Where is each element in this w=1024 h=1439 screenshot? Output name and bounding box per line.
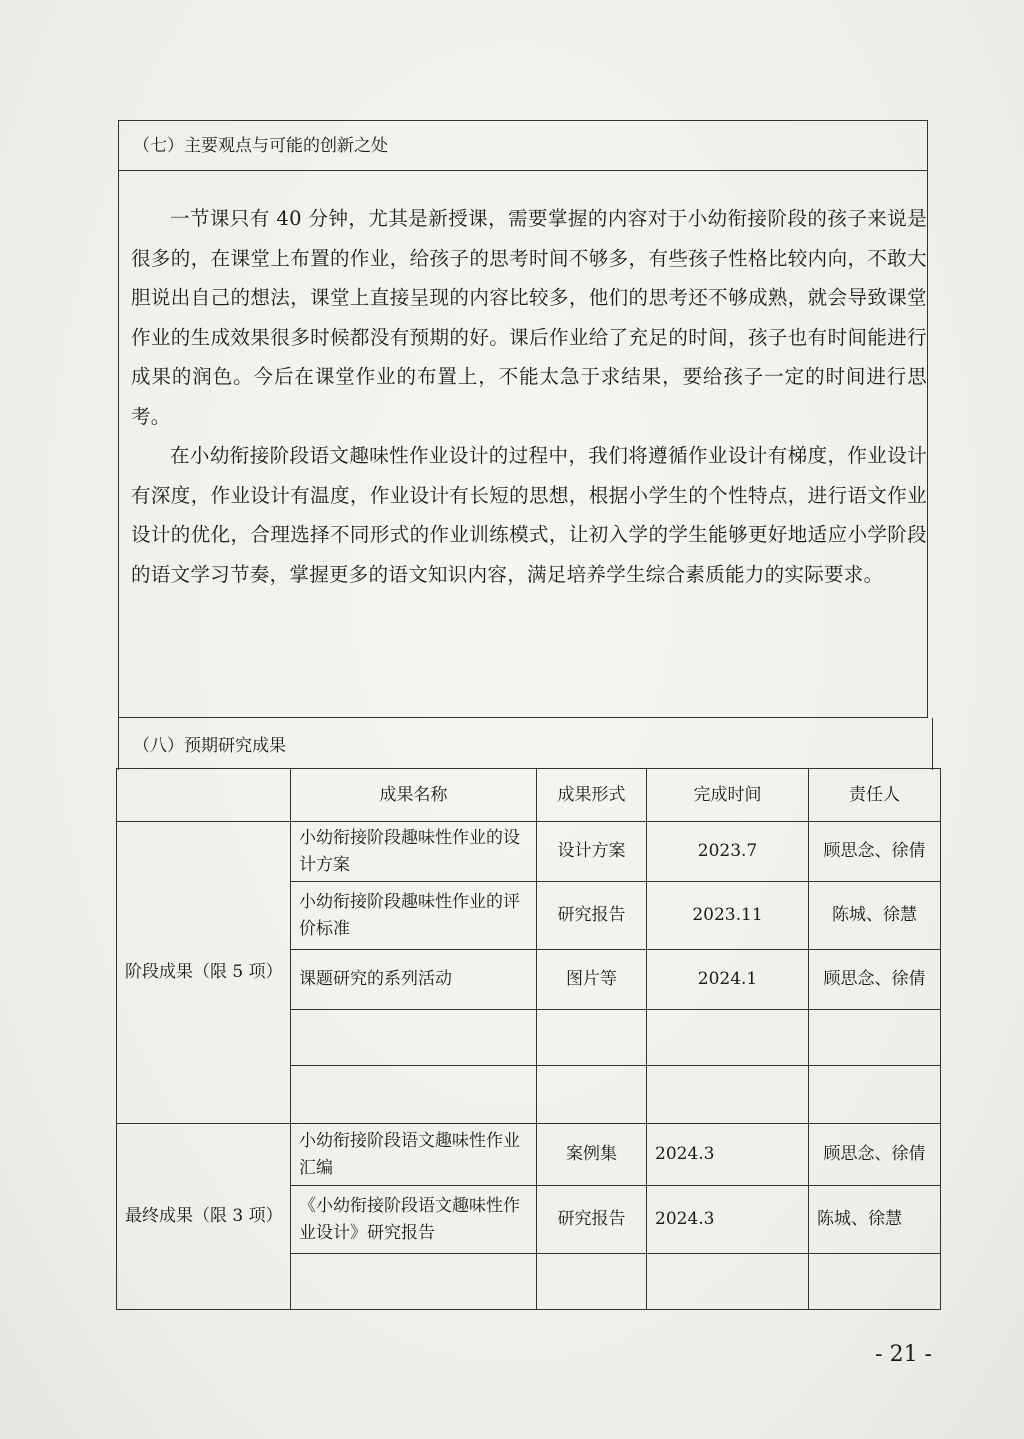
row-time: 2024.3: [647, 1124, 809, 1186]
row-person: 陈城、徐慧: [809, 882, 941, 950]
row-person: 顾思念、徐倩: [809, 950, 941, 1010]
empty-cell: [809, 1066, 941, 1124]
table-row: [117, 1124, 941, 1186]
table-row: [117, 822, 941, 882]
empty-cell: [647, 1066, 809, 1124]
empty-cell: [537, 1254, 647, 1310]
empty-cell: [537, 1010, 647, 1066]
row-name: 小幼衔接阶段趣味性作业的评价标准: [291, 882, 537, 950]
row-name: 小幼衔接阶段趣味性作业的设计方案: [291, 822, 537, 882]
row-name: 课题研究的系列活动: [291, 950, 537, 1010]
final-results-label: 最终成果（限 3 项）: [117, 1124, 291, 1310]
empty-cell: [291, 1066, 537, 1124]
row-person: 顾思念、徐倩: [809, 1124, 941, 1186]
empty-cell: [809, 1254, 941, 1310]
table-header-empty: [117, 769, 291, 822]
row-form: 图片等: [537, 950, 647, 1010]
row-form: 研究报告: [537, 1186, 647, 1254]
page-number: - 21 -: [875, 1342, 932, 1367]
empty-cell: [647, 1254, 809, 1310]
section-main-views-title: （七）主要观点与可能的创新之处: [119, 121, 927, 171]
row-time: 2023.7: [647, 822, 809, 882]
row-form: 设计方案: [537, 822, 647, 882]
row-form: 研究报告: [537, 882, 647, 950]
header-name: 成果名称: [291, 769, 537, 822]
row-time: 2024.3: [647, 1186, 809, 1254]
stage-results-label: 阶段成果（限 5 项）: [117, 822, 291, 1124]
empty-cell: [809, 1010, 941, 1066]
row-person: 顾思念、徐倩: [809, 822, 941, 882]
empty-cell: [291, 1254, 537, 1310]
section-main-views-body: [119, 171, 927, 594]
row-form: 案例集: [537, 1124, 647, 1186]
section-expected-results-title: （八）预期研究成果: [118, 718, 933, 770]
empty-cell: [537, 1066, 647, 1124]
empty-cell: [647, 1010, 809, 1066]
row-time: 2023.11: [647, 882, 809, 950]
results-table: [116, 768, 941, 1310]
row-time: 2024.1: [647, 950, 809, 1010]
table-header-row: [117, 769, 941, 822]
header-person: 责任人: [809, 769, 941, 822]
section-main-views: [118, 120, 928, 718]
header-form: 成果形式: [537, 769, 647, 822]
paragraph-2: 在小幼衔接阶段语文趣味性作业设计的过程中，我们将遵循作业设计有梯度，作业设计有深度，作业设计有温度，作业设计有长短的思想，根据小学生的个性特点，进行语文作业设计的优化，合理选择不同形式的作业训练模式，让初入学的学生能够更好地适应小学阶段的语文学习节奏，掌握更多的语文知识内容，满足培养学生综合素质能力的实际要求。: [131, 444, 927, 586]
row-name: 《小幼衔接阶段语文趣味性作业设计》研究报告: [291, 1186, 537, 1254]
empty-cell: [291, 1010, 537, 1066]
row-name: 小幼衔接阶段语文趣味性作业汇编: [291, 1124, 537, 1186]
paragraph-1: 一节课只有 40 分钟，尤其是新授课，需要掌握的内容对于小幼衔接阶段的孩子来说是很多的，在课堂上布置的作业，给孩子的思考时间不够多，有些孩子性格比较内向，不敢大胆说出自己的想法，课堂上直接呈现的内容比较多，他们的思考还不够成熟，就会导致课堂作业的生成效果很多时候都没有预期的好。课后作业给了充足的时间，孩子也有时间能进行成果的润色。今后在课堂作业的布置上，不能太急于求结果，要给孩子一定的时间进行思考。: [131, 207, 927, 428]
header-time: 完成时间: [647, 769, 809, 822]
row-person: 陈城、徐慧: [809, 1186, 941, 1254]
